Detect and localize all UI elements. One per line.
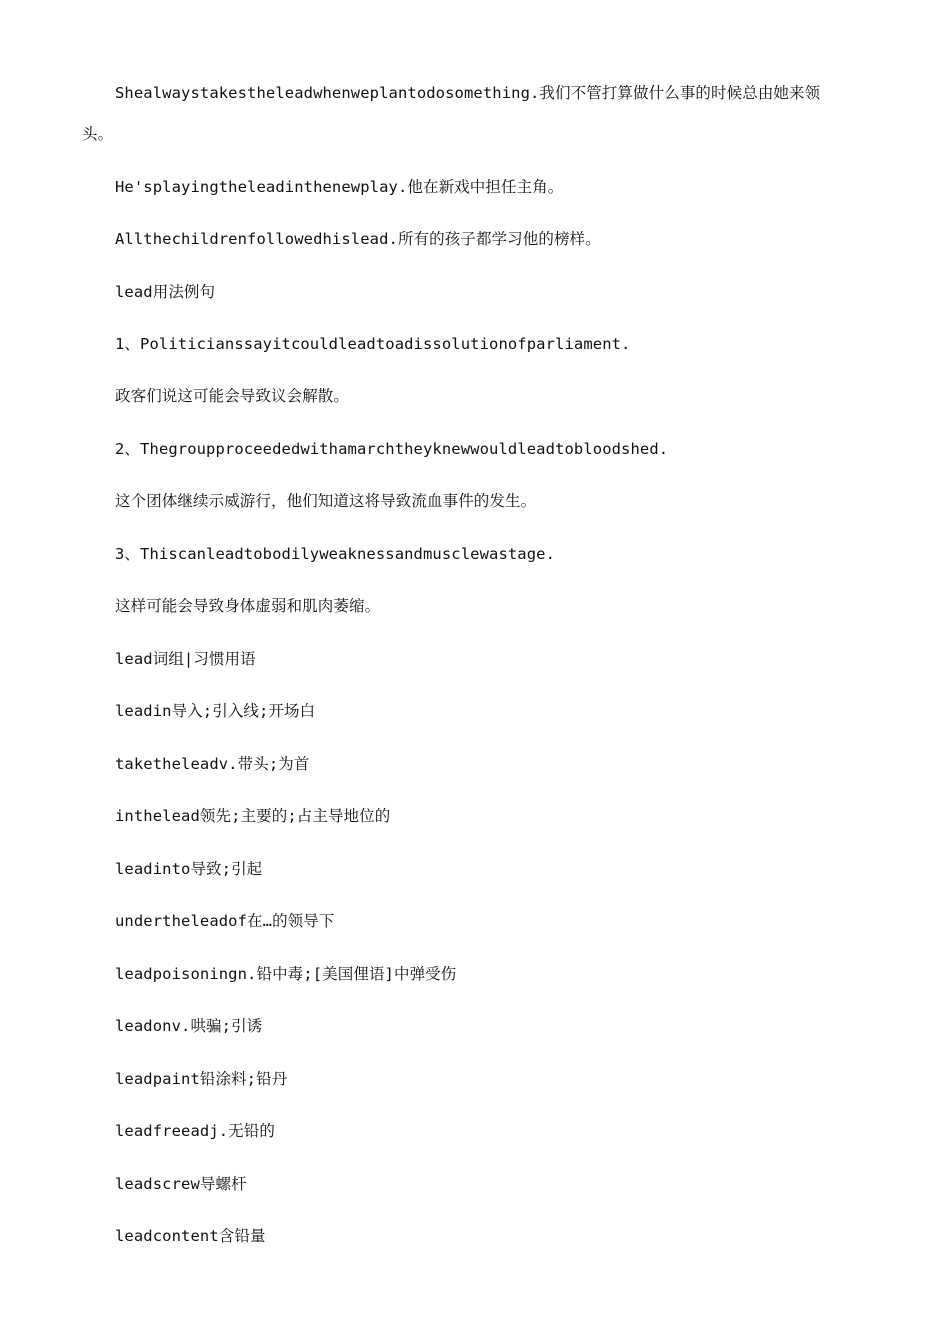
phrase-item: undertheleadof在…的领导下 xyxy=(115,912,335,930)
phrase-item: leadinto导致;引起 xyxy=(115,860,263,878)
example-sentence-playing-lead: He'splayingtheleadinthenewplay.他在新戏中担任主角。 xyxy=(115,178,564,196)
example-sentence-followed-lead: Allthechildrenfollowedhislead.所有的孩子都学习他的榜样。 xyxy=(115,230,601,248)
usage-example-2-english: 2、Thegroupproceededwithamarchtheyknewwouldleadtobloodshed. xyxy=(115,440,669,458)
phrase-item: leadpaint铅涂料;铅丹 xyxy=(115,1070,288,1088)
usage-example-3-english: 3、Thiscanleadtobodilyweaknessandmusclewastage. xyxy=(115,545,556,563)
phrase-item: leadin导入;引入线;开场白 xyxy=(115,702,316,720)
phrase-item: leadpoisoningn.铅中毒;[美国俚语]中弹受伤 xyxy=(115,965,457,983)
usage-example-1-english: 1、Politicianssayitcouldleadtoadissolutionofparliament. xyxy=(115,335,631,353)
phrase-item: taketheleadv.带头;为首 xyxy=(115,755,310,773)
section-heading-phrases: lead词组|习惯用语 xyxy=(115,650,256,668)
phrase-item: leadonv.哄骗;引诱 xyxy=(115,1017,263,1035)
usage-example-2-chinese: 这个团体继续示威游行，他们知道这将导致流血事件的发生。 xyxy=(115,492,537,510)
usage-example-3-chinese: 这样可能会导致身体虚弱和肌肉萎缩。 xyxy=(115,597,381,615)
usage-example-1-chinese: 政客们说这可能会导致议会解散。 xyxy=(115,387,350,405)
phrase-item: leadscrew导螺杆 xyxy=(115,1175,247,1193)
phrase-item: inthelead领先;主要的;占主导地位的 xyxy=(115,807,391,825)
phrase-item: leadfreeadj.无铅的 xyxy=(115,1122,275,1140)
example-sentence-she-leads: Shealwaystakestheleadwhenweplantodosomething.我们不管打算做什么事的时候总由她来领 xyxy=(115,84,821,102)
phrase-item: leadcontent含铅量 xyxy=(115,1227,266,1245)
section-heading-usage-examples: lead用法例句 xyxy=(115,283,216,301)
example-sentence-she-leads-continued: 头。 xyxy=(82,125,114,143)
